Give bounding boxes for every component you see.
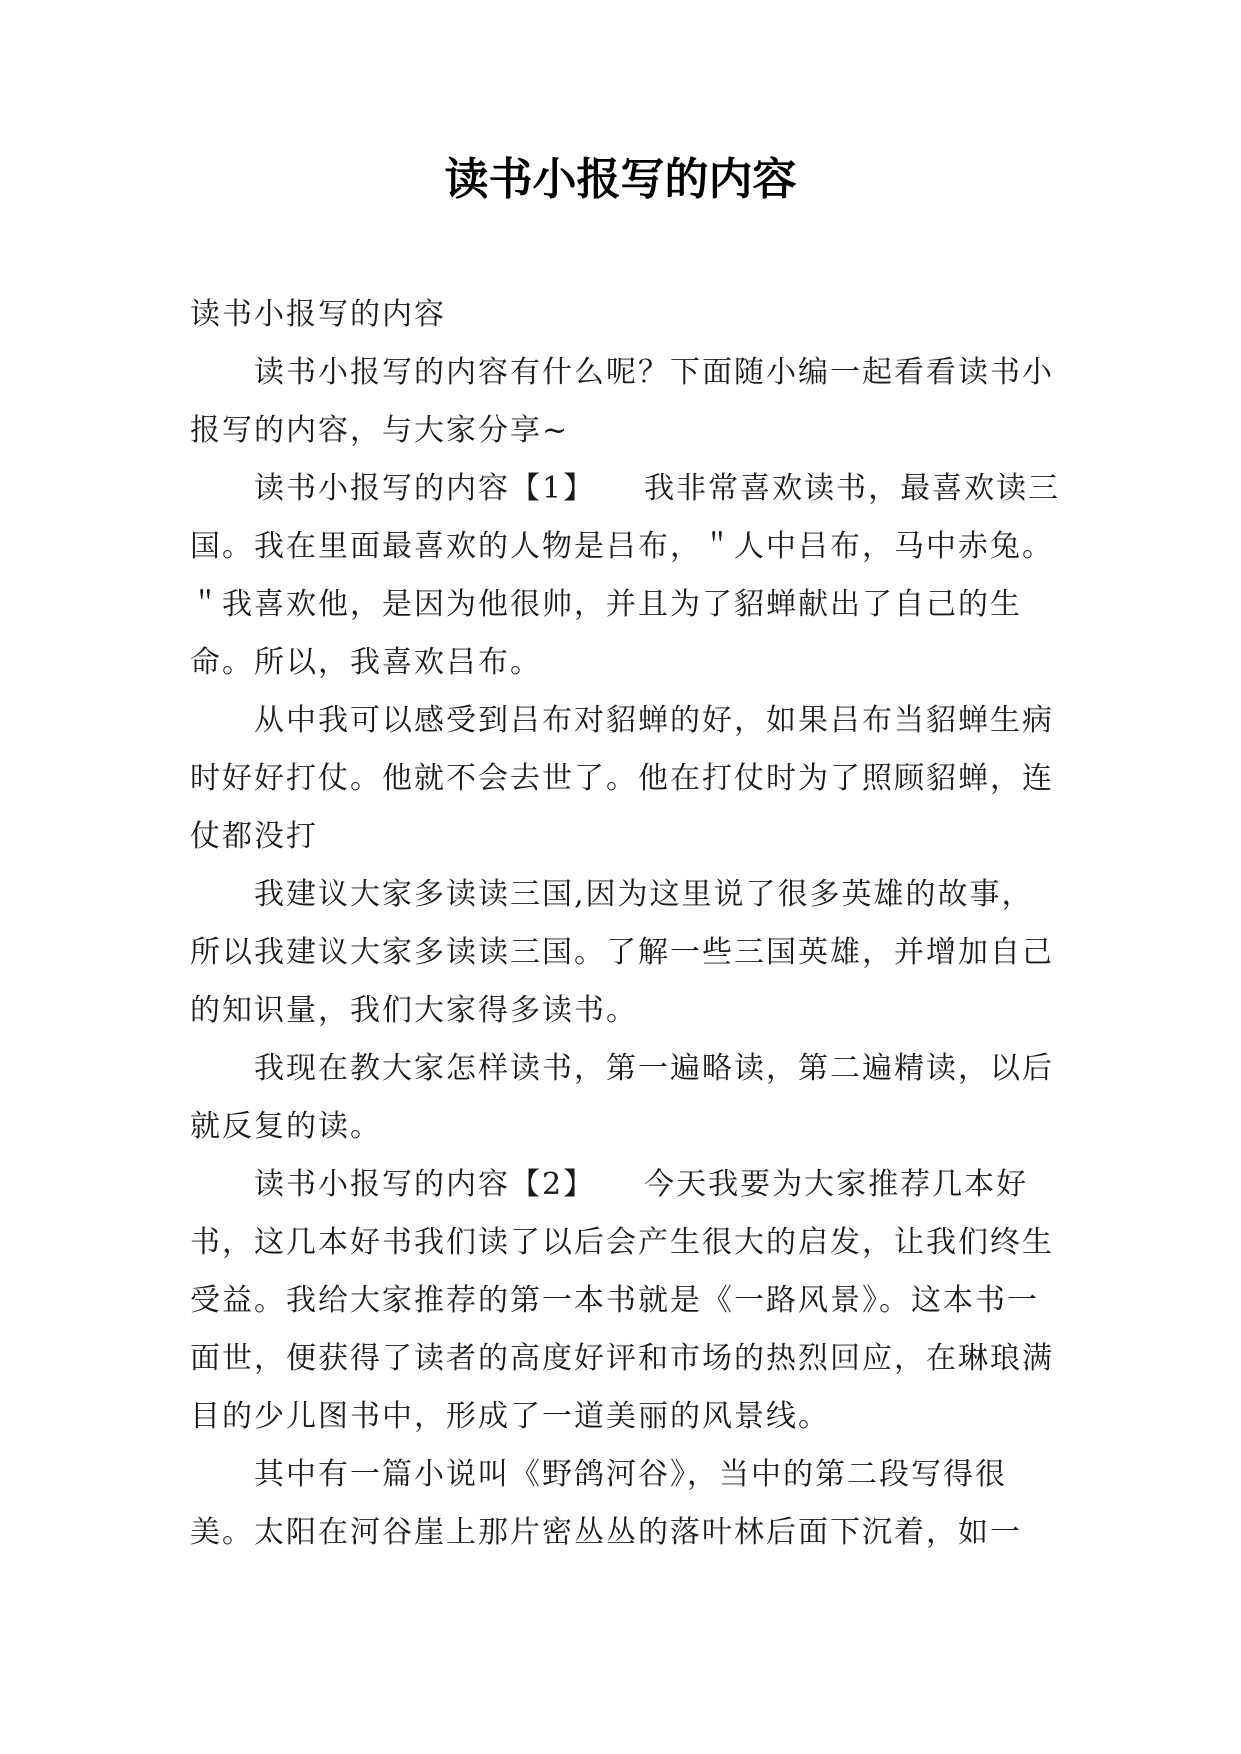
paragraph: 我建议大家多读读三国,因为这里说了很多英雄的故事，所以我建议大家多读读三国。了解一些三国英雄，并增加自己的知识量，我们大家得多读书。 <box>190 877 1054 1028</box>
paragraph: 从中我可以感受到吕布对貂蝉的好，如果吕布当貂蝉生病时好好打仗。他就不会去世了。他在打仗时为了照顾貂蝉，连仗都没打 <box>190 703 1054 854</box>
paragraph: 读书小报写的内容【1】 我非常喜欢读书，最喜欢读三国。我在里面最喜欢的人物是吕布，＂人中吕布，马中赤兔。＂我喜欢他，是因为他很帅，并且为了貂蝉献出了自己的生命。所以，我喜欢吕布。 <box>190 471 1061 680</box>
paragraph-heading: 读书小报写的内容 <box>190 297 446 332</box>
document-title: 读书小报写的内容 <box>444 154 797 205</box>
paragraph: 读书小报写的内容【2】 今天我要为大家推荐几本好书，这几本好书我们读了以后会产生很大的启发，让我们终生受益。我给大家推荐的第一本书就是《一路风景》。这本书一面世，便获得了读者的高度好评和市场的热烈回应，在琳琅满目的少儿图书中，形成了一道美丽的风景线。 <box>190 1167 1054 1434</box>
document-body <box>190 286 1062 1562</box>
paragraph: 我现在教大家怎样读书，第一遍略读，第二遍精读，以后就反复的读。 <box>190 1051 1054 1144</box>
paragraph: 其中有一篇小说叫《野鸽河谷》，当中的第二段写得很美。太阳在河谷崖上那片密丛丛的落叶林后面下沉着，如一 <box>190 1457 1022 1550</box>
paragraph: 读书小报写的内容有什么呢？下面随小编一起看看读书小报写的内容，与大家分享~ <box>190 355 1054 448</box>
